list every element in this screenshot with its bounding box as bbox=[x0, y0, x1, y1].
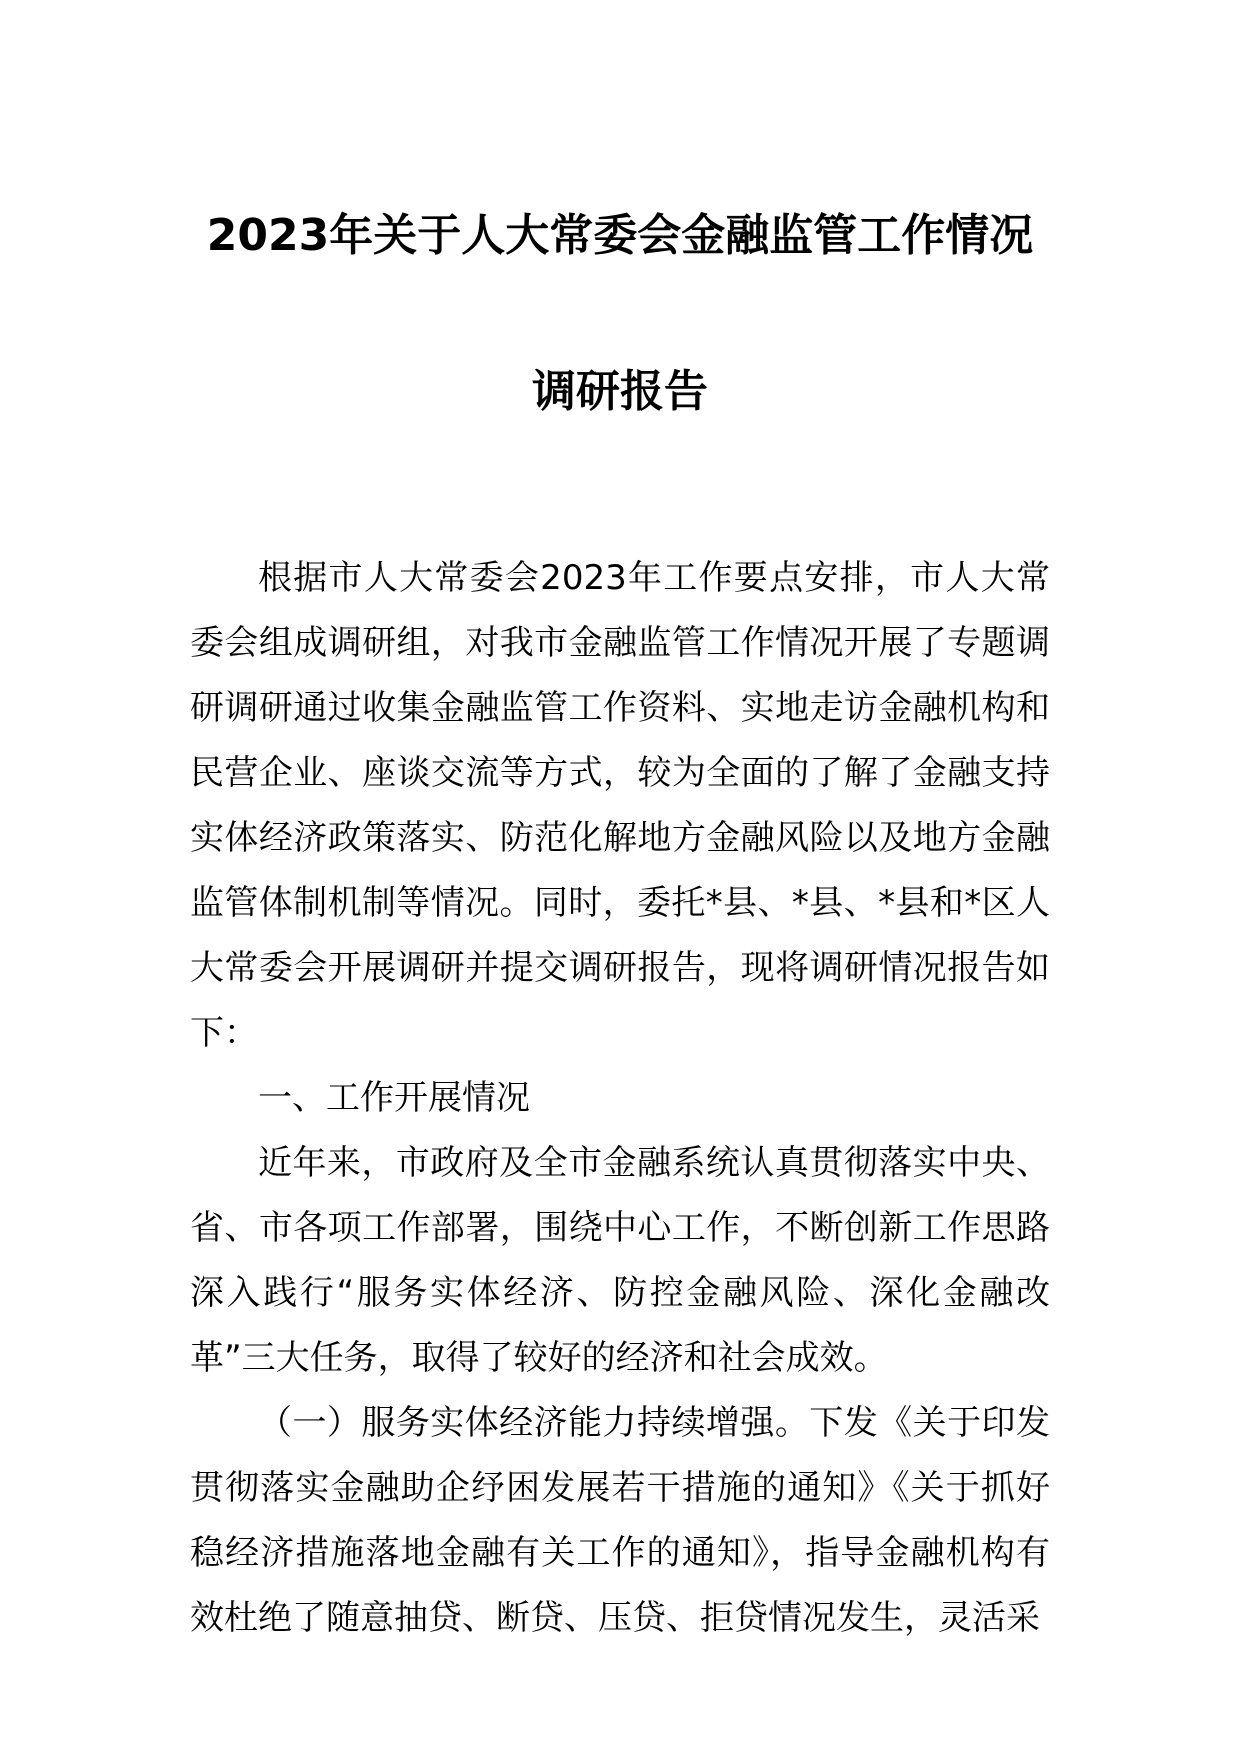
paragraph-subsection-1: （一）服务实体经济能力持续增强。下发《关于印发贯彻落实金融助企纾困发展若干措施的通知》《关于抓好稳经济措施落地金融有关工作的通知》，指导金融机构有效杜绝了随意抽贷、断贷、压贷、拒贷情况发生，灵活采 bbox=[190, 1403, 1050, 1638]
document-title-line-2: 调研报告 bbox=[532, 366, 708, 417]
paragraph-overview: 近年来，市政府及全市金融系统认真贯彻落实中央、省、市各项工作部署，围绕中心工作，不断创新工作思路深入践行“服务实体经济、防控金融风险、深化金融改革”三大任务，取得了较好的经济和社会成效。 bbox=[190, 1143, 1050, 1378]
section-heading-1: 一、工作开展情况 bbox=[258, 1078, 530, 1118]
document-title-line-1: 2023年关于人大常委会金融监管工作情况 bbox=[206, 210, 1034, 261]
document-body bbox=[190, 546, 1050, 1651]
paragraph-intro: 根据市人大常委会2023年工作要点安排，市人大常委会组成调研组，对我市金融监管工作情况开展了专题调研调研通过收集金融监管工作资料、实地走访金融机构和民营企业、座谈交流等方式，较为全面的了解了金融支持实体经济政策落实、防范化解地方金融风险以及地方金融监管体制机制等情况。同时，委托*县、*县、*县和*区人大常委会开展调研并提交调研报告，现将调研情况报告如下： bbox=[190, 558, 1050, 1053]
